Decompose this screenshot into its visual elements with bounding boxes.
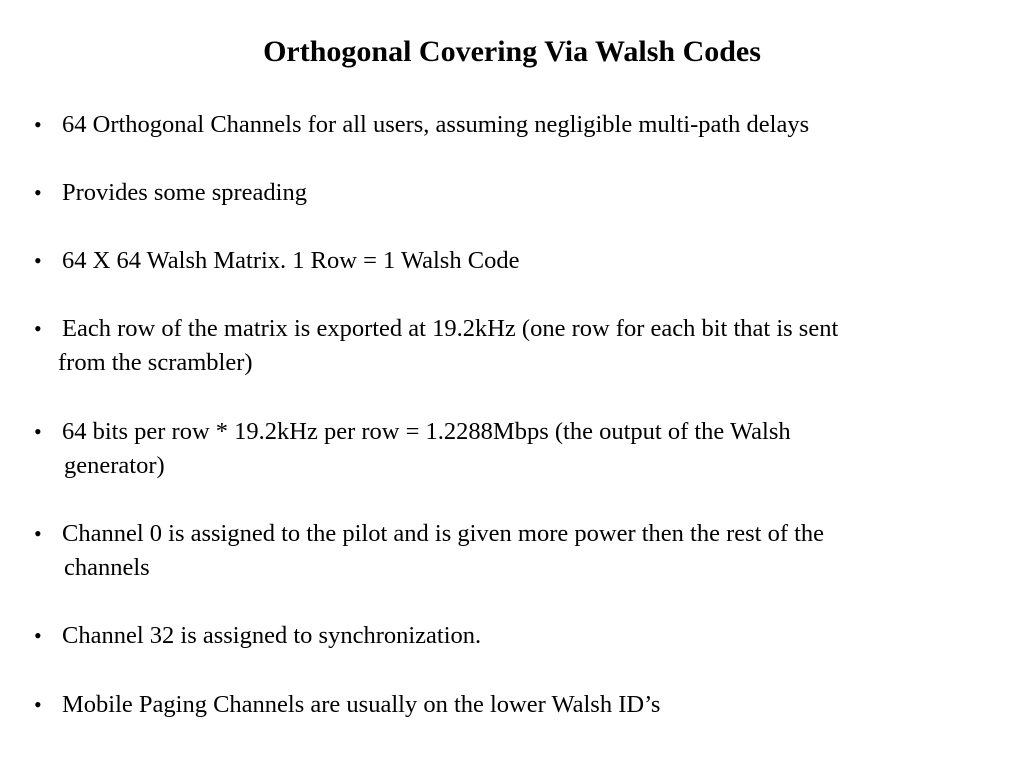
- bullet-icon: •: [34, 180, 42, 205]
- bullet-text-continuation: generator): [64, 452, 165, 479]
- bullet-icon: •: [34, 112, 42, 137]
- bullet-text: Mobile Paging Channels are usually on the lower Walsh ID’s: [62, 691, 661, 718]
- bullet-text: 64 X 64 Walsh Matrix. 1 Row = 1 Walsh Code: [62, 247, 520, 274]
- bullet-text: Channel 0 is assigned to the pilot and is given more power then the rest of the: [62, 520, 825, 547]
- bullet-item: [34, 517, 994, 585]
- bullet-text-continuation: channels: [64, 554, 150, 581]
- slide-title: Orthogonal Covering Via Walsh Codes: [263, 35, 761, 68]
- bullet-icon: •: [34, 521, 42, 546]
- bullet-icon: •: [34, 316, 42, 341]
- bullet-icon: •: [34, 692, 42, 717]
- bullet-icon: •: [34, 419, 42, 444]
- bullet-item: [34, 312, 994, 380]
- bullet-item: [34, 415, 994, 483]
- bullet-item: [34, 244, 994, 278]
- bullet-item: [34, 108, 994, 142]
- bullet-icon: •: [34, 248, 42, 273]
- bullet-item: [34, 619, 994, 653]
- bullet-item: [34, 688, 994, 722]
- bullet-text: Each row of the matrix is exported at 19.2kHz (one row for each bit that is sent: [62, 315, 839, 342]
- bullet-text: 64 bits per row * 19.2kHz per row = 1.2288Mbps (the output of the Walsh: [62, 418, 791, 445]
- bullet-text: 64 Orthogonal Channels for all users, assuming negligible multi-path delays: [62, 111, 810, 138]
- bullet-item: [34, 176, 994, 210]
- bullet-text-continuation: from the scrambler): [58, 349, 253, 376]
- bullet-icon: •: [34, 623, 42, 648]
- bullet-text: Channel 32 is assigned to synchronization.: [62, 622, 482, 649]
- bullet-text: Provides some spreading: [62, 179, 307, 206]
